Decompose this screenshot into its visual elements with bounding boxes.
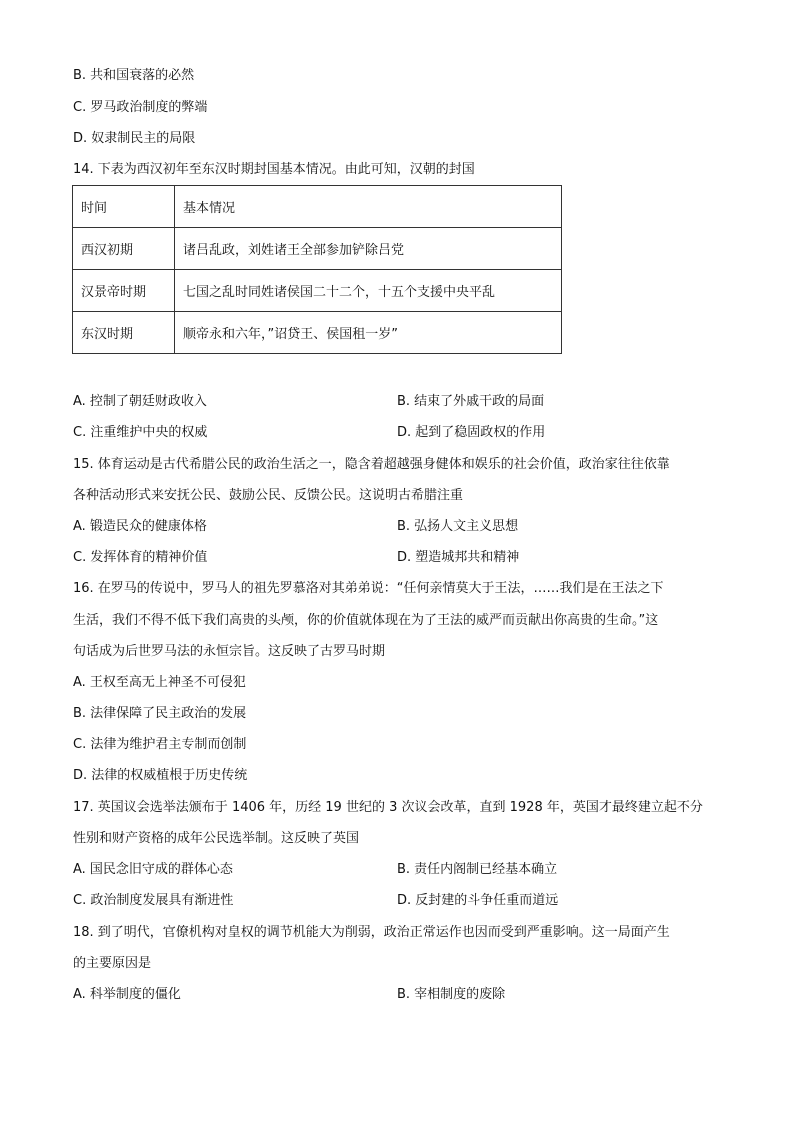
q17-stem-line1: 17. 英国议会选举法颁布于 1406 年，历经 19 世纪的 3 次议会改革，直到 1928 年，英国才最终建立起不分 bbox=[73, 800, 703, 815]
q18-stem-line2: 的主要原因是 bbox=[73, 956, 152, 971]
table-cell-situation: 诸吕乱政，刘姓诸王全部参加铲除吕党 bbox=[175, 228, 562, 270]
table-header-row bbox=[73, 186, 562, 228]
q14-stem: 14. 下表为西汉初年至东汉时期封国基本情况。由此可知，汉朝的封国 bbox=[73, 162, 475, 177]
q13-option-b: B. 共和国衰落的必然 bbox=[73, 68, 195, 83]
table-cell-period: 西汉初期 bbox=[73, 228, 175, 270]
table-cell-situation: 顺帝永和六年，”诏贷王、侯国租一岁” bbox=[175, 312, 562, 354]
table-header-cell: 基本情况 bbox=[175, 186, 562, 228]
q13-option-c: C. 罗马政治制度的弊端 bbox=[73, 100, 208, 115]
table-cell-situation: 七国之乱时同姓诸侯国二十二个，十五个支援中央平乱 bbox=[175, 270, 562, 312]
q18-option-a: A. 科举制度的僵化 bbox=[73, 987, 181, 1002]
q16-option-b: B. 法律保障了民主政治的发展 bbox=[73, 706, 247, 721]
q15-option-a: A. 锻造民众的健康体格 bbox=[73, 519, 207, 534]
q16-option-d: D. 法律的权威植根于历史传统 bbox=[73, 768, 248, 783]
q16-option-c: C. 法律为维护君主专制而创制 bbox=[73, 737, 247, 752]
table-row bbox=[73, 312, 562, 354]
table-row bbox=[73, 228, 562, 270]
q15-option-c: C. 发挥体育的精神价值 bbox=[73, 550, 208, 565]
table-row bbox=[73, 270, 562, 312]
q15-stem-line1: 15. 体育运动是古代希腊公民的政治生活之一，隐含着超越强身健体和娱乐的社会价值，政治家往往依靠 bbox=[73, 457, 670, 472]
table-header-cell: 时间 bbox=[73, 186, 175, 228]
table-cell-period: 东汉时期 bbox=[73, 312, 175, 354]
q16-option-a: A. 王权至高无上神圣不可侵犯 bbox=[73, 675, 246, 690]
q15-option-b: B. 弘扬人文主义思想 bbox=[397, 519, 519, 534]
table-cell-period: 汉景帝时期 bbox=[73, 270, 175, 312]
q16-stem-line3: 句话成为后世罗马法的永恒宗旨。这反映了古罗马时期 bbox=[73, 644, 386, 659]
q17-option-a: A. 国民念旧守成的群体心态 bbox=[73, 862, 233, 877]
q14-option-d: D. 起到了稳固政权的作用 bbox=[397, 425, 546, 440]
q16-stem-line2: 生活，我们不得不低下我们高贵的头颅，你的价值就体现在为了王法的威严而贡献出你高贵的生命。”这 bbox=[73, 613, 659, 628]
q14-option-a: A. 控制了朝廷财政收入 bbox=[73, 394, 207, 409]
q16-stem-line1: 16. 在罗马的传说中，罗马人的祖先罗慕洛对其弟弟说：“任何亲情莫大于王法，……我们是在王法之下 bbox=[73, 581, 664, 596]
q17-stem-line2: 性别和财产资格的成年公民选举制。这反映了英国 bbox=[73, 831, 360, 846]
q13-option-d: D. 奴隶制民主的局限 bbox=[73, 131, 196, 146]
q15-option-d: D. 塑造城邦共和精神 bbox=[397, 550, 520, 565]
q14-option-c: C. 注重维护中央的权威 bbox=[73, 425, 208, 440]
q14-option-b: B. 结束了外戚干政的局面 bbox=[397, 394, 545, 409]
q18-stem-line1: 18. 到了明代，官僚机构对皇权的调节机能大为削弱，政治正常运作也因而受到严重影响。这一局面产生 bbox=[73, 925, 670, 940]
q17-option-d: D. 反封建的斗争任重而道远 bbox=[397, 893, 559, 908]
q17-option-b: B. 责任内阁制已经基本确立 bbox=[397, 862, 558, 877]
q18-option-b: B. 宰相制度的废除 bbox=[397, 987, 506, 1002]
q15-stem-line2: 各种活动形式来安抚公民、鼓励公民、反馈公民。这说明古希腊注重 bbox=[73, 488, 464, 503]
q17-option-c: C. 政治制度发展具有渐进性 bbox=[73, 893, 234, 908]
q14-table bbox=[72, 185, 562, 354]
